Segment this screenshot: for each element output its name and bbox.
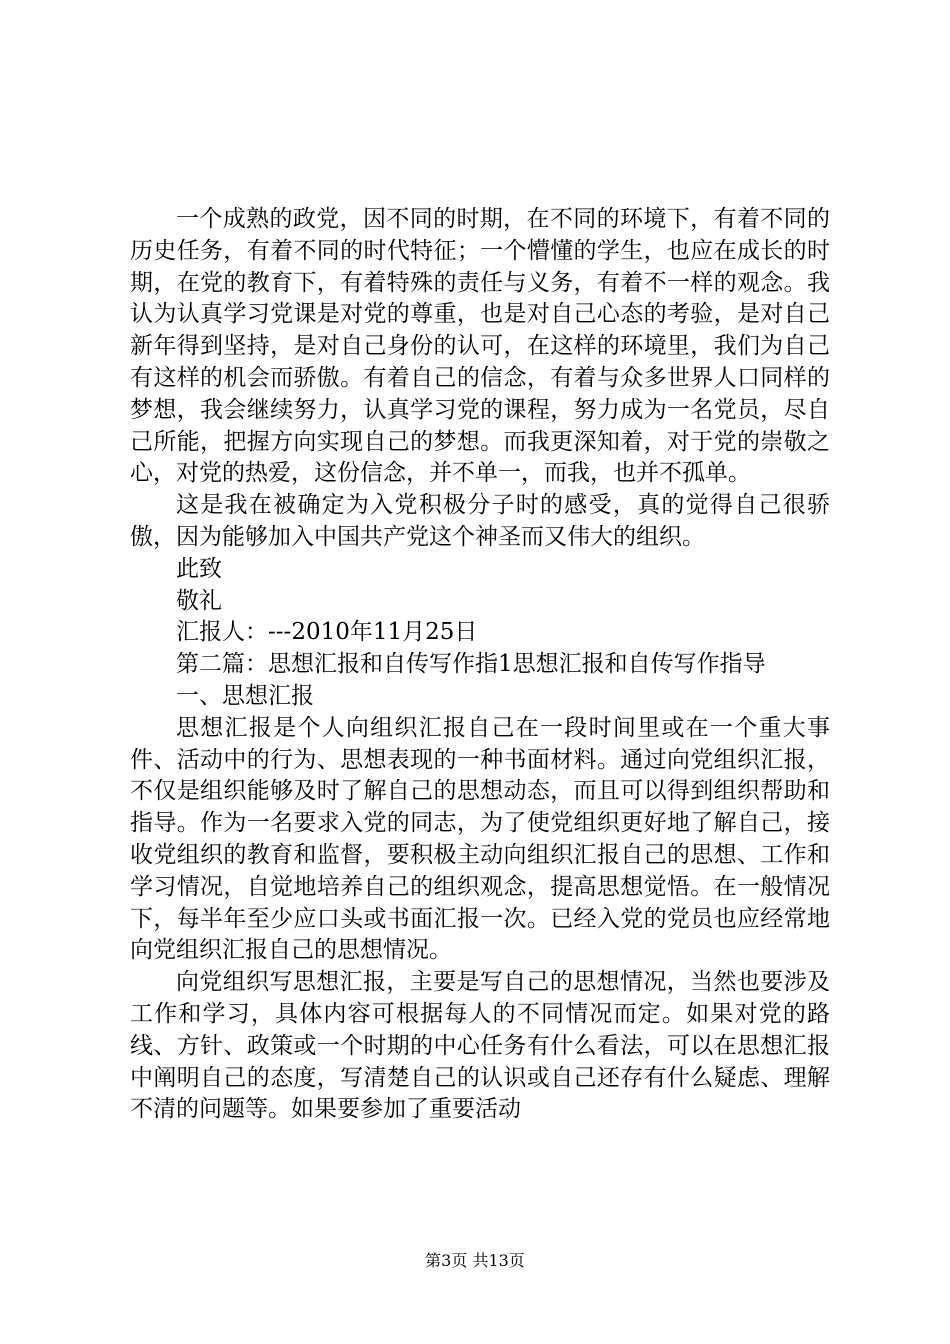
paragraph: 一个成熟的政党，因不同的时期，在不同的环境下，有着不同的历史任务，有着不同的时代特征；一个懵懂的学生，也应在成长的时期，在党的教育下，有着特殊的责任与义务，有着不一样的观念。我认为认真学习党课是对党的尊重，也是对自己心态的考验，是对自己新年得到坚持，是对自己身份的认可，在这样的环境里，我们为自己有这样的机会而骄傲。有着自己的信念，有着与众多世界人口同样的梦想，我会继续努力，认真学习党的课程，努力成为一名党员，尽自己所能，把握方向实现自己的梦想。而我更深知着，对于党的崇敬之心，对党的热爱，这份信念，并不单一，而我，也并不孤单。: [130, 206, 830, 487]
paragraph: 向党组织写思想汇报，主要是写自己的思想情况，当然也要涉及工作和学习，具体内容可根据每人的不同情况而定。如果对党的路线、方针、政策或一个时期的中心任务有什么看法，可以在思想汇报中阐明自己的态度，写清楚自己的认识或自己还存有什么疑虑、理解不清的问题等。如果要参加了重要活动: [130, 969, 830, 1123]
closing-salutation: 此致: [176, 555, 222, 582]
paragraph: 这是我在被确定为入党积极分子时的感受，真的觉得自己很骄傲，因为能够加入中国共产党这个神圣而又伟大的组织。: [130, 492, 830, 550]
document-body: [130, 204, 830, 1126]
page-number: 第3页 共13页: [425, 1251, 525, 1270]
section-heading: 第二篇：思想汇报和自传写作指1思想汇报和自传写作指导: [176, 651, 766, 678]
closing-regards: 敬礼: [176, 587, 222, 614]
paragraph: 思想汇报是个人向组织汇报自己在一段时间里或在一个重大事件、活动中的行为、思想表现的一种书面材料。通过向党组织汇报，不仅是组织能够及时了解自己的思想动态，而且可以得到组织帮助和指导。作为一名要求入党的同志，为了使党组织更好地了解自己，接收党组织的教育和监督，要积极主动向组织汇报自己的思想、工作和学习情况，自觉地培养自己的组织观念，提高思想觉悟。在一般情况下，每半年至少应口头或书面汇报一次。已经入党的党员也应经常地向党组织汇报自己的思想情况。: [130, 714, 830, 964]
subsection-heading: 一、思想汇报: [176, 682, 314, 709]
signature-line: 汇报人：---2010年11月25日: [176, 619, 478, 646]
